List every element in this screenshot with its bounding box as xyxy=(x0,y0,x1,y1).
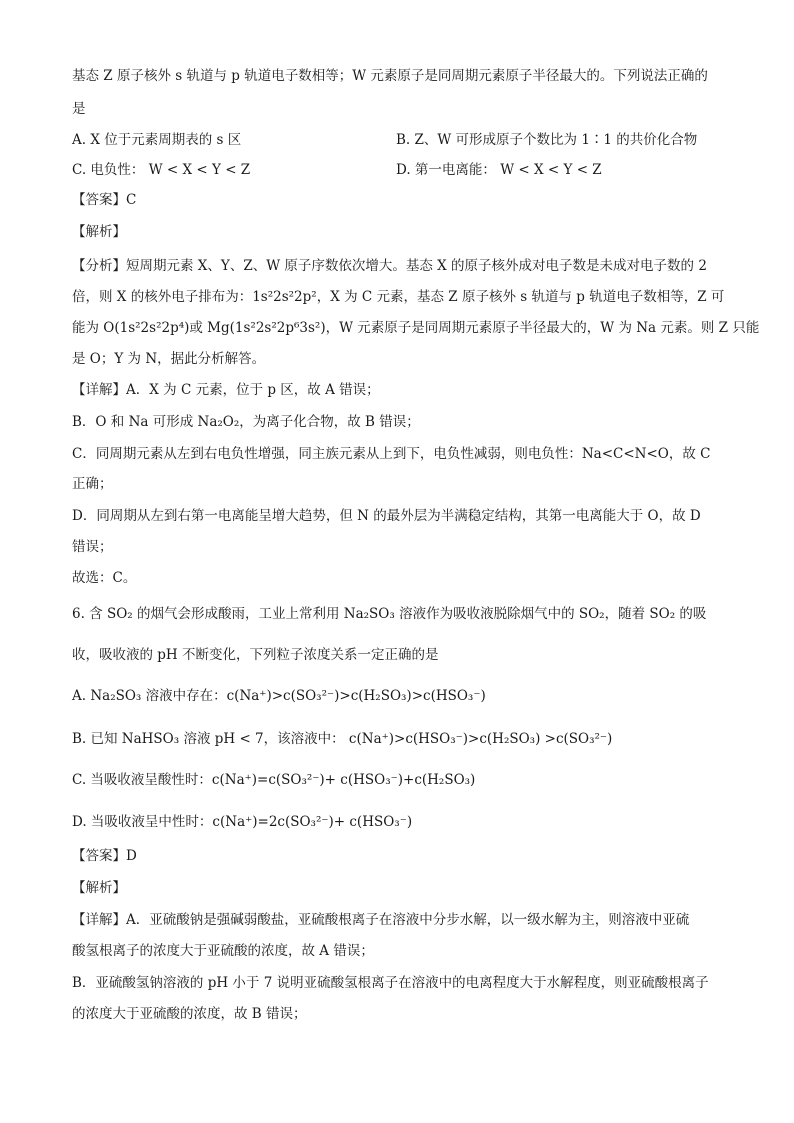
detail-tag: 【详解】 xyxy=(72,382,126,398)
q5-detail-a xyxy=(72,380,380,400)
answer-tag: 【答案】 xyxy=(72,192,126,208)
q6-option-d: D. 当吸收液呈中性时：c(Na⁺)=2c(SO₃²⁻)+ c(HSO₃⁻) xyxy=(72,814,413,830)
q5-detail-d2: 错误； xyxy=(72,539,113,555)
q6-detail-a2: 酸氢根离子的浓度大于亚硫酸的浓度，故 A 错误； xyxy=(72,943,374,959)
q5-fenxi-line2: 倍，则 X 的核外电子排布为：1s²2s²2p²，X 为 C 元素，基态 Z 原子核外 s 轨道与 p 轨道电子数相等，Z 可 xyxy=(72,289,725,305)
detail-tag: 【详解】 xyxy=(72,912,126,928)
q5-option-a: A. X 位于元素周期表的 s 区 xyxy=(72,132,242,148)
fenxi-text-1: 短周期元素 X、Y、Z、W 原子序数依次增大。基态 X 的原子核外成对电子数是未成对电子数的 2 xyxy=(126,258,707,274)
q5-detail-c1: C．同周期元素从左到右电负性增强，同主族元素从上到下，电负性减弱，则电负性：Na<C<N<O，故 C xyxy=(72,446,711,462)
q5-conclusion: 故选：C。 xyxy=(72,570,137,586)
q5-option-d: D. 第一电离能： W < X < Y < Z xyxy=(396,162,602,178)
detail-a1-text: A．亚硫酸钠是强碱弱酸盐，亚硫酸根离子在溶液中分步水解，以一级水解为主，则溶液中亚硫 xyxy=(126,912,690,928)
q5-fenxi-line1 xyxy=(72,256,707,276)
answer-value: C xyxy=(126,192,137,208)
q6-detail-b1: B．亚硫酸氢钠溶液的 pH 小于 7 说明亚硫酸氢根离子在溶液中的电离程度大于水解程度，则亚硫酸根离子 xyxy=(72,975,709,991)
q5-stem-line1: 基态 Z 原子核外 s 轨道与 p 轨道电子数相等；W 元素原子是同周期元素原子半径最大的。下列说法正确的 xyxy=(72,68,708,84)
fenxi-tag: 【分析】 xyxy=(72,258,126,274)
q5-detail-b: B．O 和 Na 可形成 Na₂O₂，为离子化合物，故 B 错误； xyxy=(72,414,420,430)
q5-option-c: C. 电负性： W < X < Y < Z xyxy=(72,162,251,178)
q6-stem-line1: 6. 含 SO₂ 的烟气会形成酸雨，工业上常利用 Na₂SO₃ 溶液作为吸收液脱除烟气中的 SO₂，随着 SO₂ 的吸 xyxy=(72,606,707,622)
q6-answer xyxy=(72,846,137,866)
q6-stem-line2: 收，吸收液的 pH 不断变化，下列粒子浓度关系一定正确的是 xyxy=(72,647,439,663)
q5-fenxi-line3: 能为 O(1s²2s²2p⁴)或 Mg(1s²2s²2p⁶3s²)，W 元素原子是同周期元素原子半径最大的，W 为 Na 元素。则 Z 只能 xyxy=(72,320,760,336)
q6-analysis-tag: 【解析】 xyxy=(72,880,126,896)
q5-analysis-tag: 【解析】 xyxy=(72,224,126,240)
q5-detail-c2: 正确； xyxy=(72,476,113,492)
answer-tag: 【答案】 xyxy=(72,848,126,864)
q5-option-b: B. Z、W 可形成原子个数比为 1∶1 的共价化合物 xyxy=(396,132,698,148)
q6-detail-b2: 的浓度大于亚硫酸的浓度，故 B 错误； xyxy=(72,1006,307,1022)
q6-option-b: B. 已知 NaHSO₃ 溶液 pH < 7，该溶液中： c(Na⁺)>c(HSO₃⁻)>c(H₂SO₃) >c(SO₃²⁻) xyxy=(72,731,613,747)
q5-detail-d1: D．同周期从左到右第一电离能呈增大趋势，但 N 的最外层为半满稳定结构，其第一电离能大于 O，故 D xyxy=(72,508,701,524)
detail-a-text: A．X 为 C 元素，位于 p 区，故 A 错误； xyxy=(126,382,380,398)
answer-value: D xyxy=(126,848,137,864)
q5-answer xyxy=(72,190,136,210)
q5-fenxi-line4: 是 O；Y 为 N，据此分析解答。 xyxy=(72,351,266,367)
q6-detail-a1 xyxy=(72,910,689,930)
q6-option-c: C. 当吸收液呈酸性时：c(Na⁺)=c(SO₃²⁻)+ c(HSO₃⁻)+c(H₂SO₃) xyxy=(72,772,476,788)
q5-stem-line2: 是 xyxy=(72,101,86,117)
q6-option-a: A. Na₂SO₃ 溶液中存在：c(Na⁺)>c(SO₃²⁻)>c(H₂SO₃)>c(HSO₃⁻) xyxy=(72,688,486,704)
